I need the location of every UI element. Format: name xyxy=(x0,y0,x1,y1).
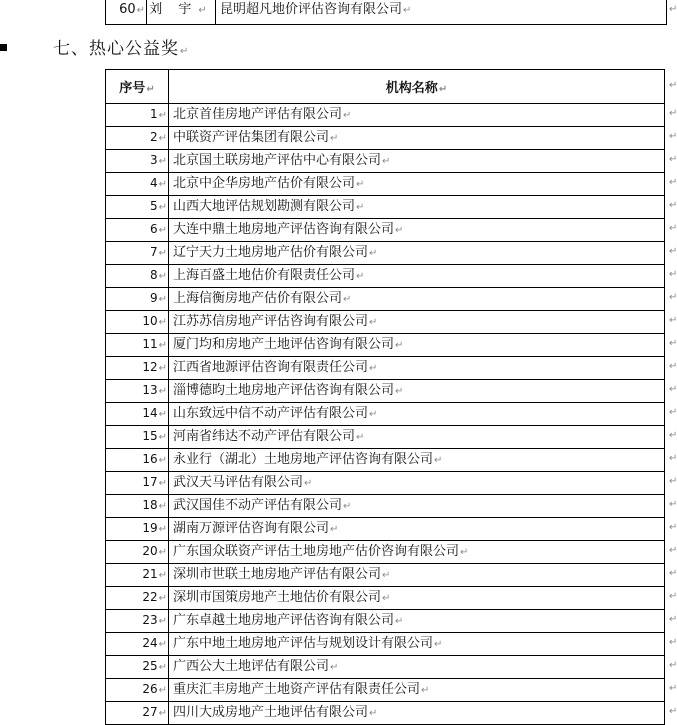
table-row xyxy=(106,426,665,449)
paragraph-mark: ↵ xyxy=(669,154,677,165)
paragraph-mark: ↵ xyxy=(669,131,677,142)
row-org-name: 淄博德昀土地房地产评估咨询有限公司↵ xyxy=(169,380,665,403)
row-org-name: 北京首佳房地产评估有限公司↵ xyxy=(169,104,665,127)
row-seq: 25↵ xyxy=(106,656,169,679)
paragraph-mark: ↵ xyxy=(669,384,677,395)
header-seq: 序号↵ xyxy=(106,70,169,104)
paragraph-mark: ↵ xyxy=(669,108,677,119)
row-org-name: 山东致远中信不动产评估有限公司↵ xyxy=(169,403,665,426)
person-name: 刘 宇↵ xyxy=(147,0,216,25)
table-row xyxy=(106,173,665,196)
paragraph-mark: ↵ xyxy=(669,292,677,303)
table-row xyxy=(106,403,665,426)
row-seq: 4↵ xyxy=(106,173,169,196)
row-seq: 5↵ xyxy=(106,196,169,219)
row-org-name: 广东中地土地房地产评估与规划设计有限公司↵ xyxy=(169,633,665,656)
table-row xyxy=(106,219,665,242)
row-org-name: 上海信衡房地产估价有限公司↵ xyxy=(169,288,665,311)
row-org-name: 厦门均和房地产土地评估咨询有限公司↵ xyxy=(169,334,665,357)
row-seq: 26↵ xyxy=(106,679,169,702)
row-seq: 18↵ xyxy=(106,495,169,518)
table-row xyxy=(106,702,665,725)
header-org: 机构名称↵ xyxy=(169,70,665,104)
row-seq: 27↵ xyxy=(106,702,169,725)
table-row xyxy=(106,311,665,334)
paragraph-mark: ↵ xyxy=(669,476,677,487)
row-seq: 9↵ xyxy=(106,288,169,311)
paragraph-mark: ↵ xyxy=(669,430,677,441)
list-bullet xyxy=(0,44,7,51)
paragraph-mark: ↵ xyxy=(669,660,677,671)
row-org-name: 武汉天马评估有限公司↵ xyxy=(169,472,665,495)
table-row xyxy=(106,150,665,173)
paragraph-mark: ↵ xyxy=(669,545,677,556)
row-seq: 22↵ xyxy=(106,587,169,610)
table-row xyxy=(106,679,665,702)
table-row xyxy=(106,518,665,541)
table-row xyxy=(106,0,667,25)
paragraph-mark: ↵ xyxy=(669,4,677,15)
table-row xyxy=(106,357,665,380)
paragraph-mark: ↵ xyxy=(669,591,677,602)
row-org-name: 山西大地评估规划勘测有限公司↵ xyxy=(169,196,665,219)
table-row xyxy=(106,541,665,564)
row-seq: 21↵ xyxy=(106,564,169,587)
table-row xyxy=(106,495,665,518)
row-org-name: 广东卓越土地房地产评估咨询有限公司↵ xyxy=(169,610,665,633)
paragraph-mark: ↵ xyxy=(669,407,677,418)
paragraph-mark: ↵ xyxy=(669,315,677,326)
row-seq: 10↵ xyxy=(106,311,169,334)
table-header-row xyxy=(106,70,665,104)
table-row xyxy=(106,472,665,495)
table-row xyxy=(106,564,665,587)
table-row xyxy=(106,334,665,357)
row-org-name: 中联资产评估集团有限公司↵ xyxy=(169,127,665,150)
paragraph-mark: ↵ xyxy=(669,453,677,464)
paragraph-mark: ↵ xyxy=(669,223,677,234)
table-row xyxy=(106,656,665,679)
paragraph-mark: ↵ xyxy=(669,79,677,91)
paragraph-mark: ↵ xyxy=(669,706,677,717)
paragraph-mark: ↵ xyxy=(669,637,677,648)
paragraph-mark: ↵ xyxy=(669,361,677,372)
row-seq: 15↵ xyxy=(106,426,169,449)
paragraph-mark: ↵ xyxy=(669,200,677,211)
row-seq: 20↵ xyxy=(106,541,169,564)
row-seq: 12↵ xyxy=(106,357,169,380)
paragraph-mark: ↵ xyxy=(669,246,677,257)
row-org-name: 深圳市国策房地产土地估价有限公司↵ xyxy=(169,587,665,610)
row-seq: 17↵ xyxy=(106,472,169,495)
table-row xyxy=(106,610,665,633)
row-seq: 2↵ xyxy=(106,127,169,150)
table-row xyxy=(106,449,665,472)
row-seq: 13↵ xyxy=(106,380,169,403)
row-org-name: 上海百盛土地估价有限责任公司↵ xyxy=(169,265,665,288)
row-seq: 24↵ xyxy=(106,633,169,656)
org-name: 昆明超凡地价评估咨询有限公司↵ xyxy=(216,0,667,25)
row-org-name: 永业行（湖北）土地房地产评估咨询有限公司↵ xyxy=(169,449,665,472)
paragraph-mark: ↵ xyxy=(669,338,677,349)
paragraph-mark: ↵ xyxy=(669,499,677,510)
row-org-name: 四川大成房地产土地评估有限公司↵ xyxy=(169,702,665,725)
row-seq: 1↵ xyxy=(106,104,169,127)
table-row xyxy=(106,104,665,127)
row-seq: 8↵ xyxy=(106,265,169,288)
row-seq: 23↵ xyxy=(106,610,169,633)
row-seq: 6↵ xyxy=(106,219,169,242)
row-seq: 7↵ xyxy=(106,242,169,265)
paragraph-mark: ↵ xyxy=(669,522,677,533)
row-org-name: 武汉国佳不动产评估有限公司↵ xyxy=(169,495,665,518)
row-org-name: 湖南万源评估咨询有限公司↵ xyxy=(169,518,665,541)
table-row xyxy=(106,196,665,219)
previous-table-fragment xyxy=(105,0,667,25)
row-org-name: 北京国土联房地产评估中心有限公司↵ xyxy=(169,150,665,173)
row-org-name: 北京中企华房地产估价有限公司↵ xyxy=(169,173,665,196)
row-seq: 16↵ xyxy=(106,449,169,472)
row-org-name: 河南省纬达不动产评估有限公司↵ xyxy=(169,426,665,449)
row-org-name: 深圳市世联土地房地产评估有限公司↵ xyxy=(169,564,665,587)
row-org-name: 大连中鼎土地房地产评估咨询有限公司↵ xyxy=(169,219,665,242)
table-row xyxy=(106,127,665,150)
paragraph-mark: ↵ xyxy=(669,177,677,188)
award-table xyxy=(105,69,665,725)
row-org-name: 重庆汇丰房地产土地资产评估有限责任公司↵ xyxy=(169,679,665,702)
paragraph-mark: ↵ xyxy=(669,568,677,579)
section-heading: 七、热心公益奖↵ xyxy=(53,39,190,59)
table-row xyxy=(106,288,665,311)
row-number: 60↵ xyxy=(106,0,147,25)
row-org-name: 广西公大土地评估有限公司↵ xyxy=(169,656,665,679)
row-seq: 19↵ xyxy=(106,518,169,541)
row-seq: 3↵ xyxy=(106,150,169,173)
paragraph-mark: ↵ xyxy=(669,683,677,694)
paragraph-mark: ↵ xyxy=(669,269,677,280)
row-org-name: 江西省地源评估咨询有限责任公司↵ xyxy=(169,357,665,380)
row-seq: 14↵ xyxy=(106,403,169,426)
table-row xyxy=(106,587,665,610)
row-org-name: 江苏苏信房地产评估咨询有限公司↵ xyxy=(169,311,665,334)
row-seq: 11↵ xyxy=(106,334,169,357)
row-org-name: 广东国众联资产评估土地房地产估价咨询有限公司↵ xyxy=(169,541,665,564)
table-row xyxy=(106,380,665,403)
row-org-name: 辽宁天力土地房地产估价有限公司↵ xyxy=(169,242,665,265)
table-row xyxy=(106,265,665,288)
table-row xyxy=(106,242,665,265)
table-row xyxy=(106,633,665,656)
paragraph-mark: ↵ xyxy=(669,614,677,625)
